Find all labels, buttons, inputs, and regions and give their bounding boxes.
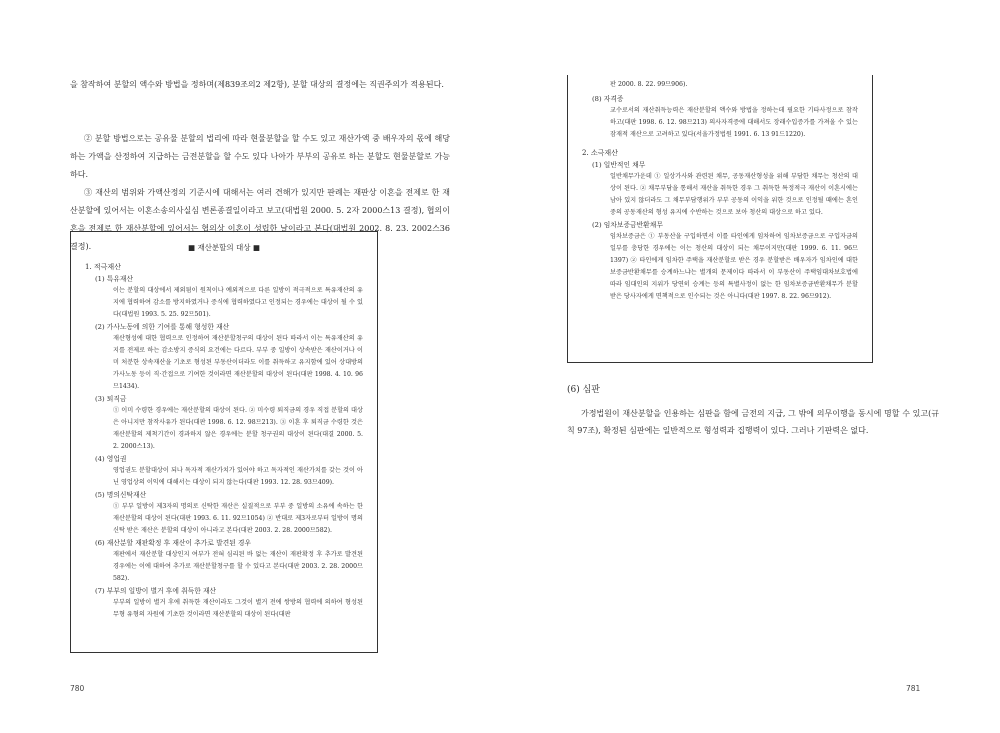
property-division-box [70,231,378,653]
box-item [592,159,858,219]
box-item [95,453,363,489]
box-item [592,93,858,141]
left-paragraph-1: 을 참작하여 분할의 액수와 방법을 정하며(제839조의2 제2항), 분할 대상의 결정에는 직권주의가 적용된다. [70,80,444,89]
section-heading-judgment: (6) 심판 [567,385,600,395]
page-number-right: 781 [906,684,921,693]
box-continuation-line: 판 2000. 8. 22. 99므906). [610,81,688,88]
item-body: 이는 분할의 대상에서 제외됨이 원칙이나 예외적으로 다른 일방이 적극적으로 특유재산의 유지에 협력하여 감소를 방지하였거나 증식에 협력하였다고 인정되는 경우에는 대상이 될 수 있다(대법원 1993. 5. 25. 92므501). [113,287,363,318]
item-title: (5) 명의신탁재산 [95,491,147,499]
item-title: (2) 가사노동에 의한 기여를 통해 형성한 재산 [95,323,230,331]
item-title: (1) 일반적인 채무 [592,161,646,169]
item-body: 교수로서의 재산취득능력은 재산분할의 액수와 방법을 정하는데 필요한 기타사정으로 참작하고(대판 1998. 6. 12. 98므213) 의사자격증에 대해서도 장래수입증가를 가져올 수 있는 잠재적 재산으로 고려하고 있다(서울가정법원 1991. 6. 13 91드1220). [610,107,858,138]
box-item [95,489,363,537]
left-paragraph-2: ② 분할 방법으로는 공유물 분할의 법리에 따라 현물분할을 할 수도 있고 재산가액 중 배우자의 몫에 해당하는 가액을 산정하여 지급하는 금전분할을 할 수도 있다 나아가 부부의 공유로 하는 분할도 현물분할로 가능하다. [70,134,450,179]
section-negative-assets: 2. 소극재산 [582,149,618,157]
item-title: (2) 임차보증금반환채무 [592,221,663,229]
item-title: (3) 퇴직금 [95,395,127,403]
section-positive-assets: 1. 적극재산 [85,263,121,271]
item-title: (1) 특유재산 [95,275,134,283]
item-body: 재판에서 재산분할 대상인지 여부가 전혀 심리된 바 없는 재산이 재판확정 후 추가로 발견된 경우에는 이에 대하여 추가로 재산분할청구를 할 수 있다고 본다(대판 2003. 2. 28. 2000므582). [113,551,363,582]
box-item [592,219,858,303]
box-item [95,393,363,453]
item-body: 부부의 일방이 별거 후에 취득한 재산이라도 그것이 별거 전에 쌍방의 협력에 의하여 형성된 무형 유형의 자원에 기초한 것이라면 재산분할의 대상이 된다(대판 [113,599,363,618]
item-body: 재산형성에 대한 협력으로 인정하여 재산분할청구의 대상이 된다 따라서 이는 특유재산의 유지를 전제로 하는 감소방지 증식의 요건에는 다르다. 부부 중 일방이 상속받은 재산이거나 이미 처분한 상속재산을 기초로 형성된 부동산이더라도 이를 취득하고 유지함에 있어 상대방의 가사노동 등이 직·간접으로 기여한 것이라면 재산분할의 대상이 된다(대판 1998. 4. 10. 96므1434). [113,335,363,390]
left-paragraph-3: ③ 재산의 범위와 가액산정의 기준시에 대해서는 여러 견해가 있지만 판례는 재판상 이혼을 전제로 한 재산분할에 있어서는 이혼소송의사실심 변론종결일이라고 보고(대법원 2000. 5. 2자 2000스13 결정), 협의이혼을 전제로 한 재산분할에 있어서는 협의상 이혼이 성립한 날이라고 본다(대법원 2002. 8. 23. 2002스36 결정). [70,188,450,251]
item-body: ① 부부 일방이 제3자의 명의로 신탁한 재산은 실질적으로 부부 중 일방의 소유에 속하는 한 재산분할의 대상이 된다(대판 1993. 6. 11. 92므1054) ② 반대로 제3자로부터 일방이 명의신탁 받은 재산은 분할의 대상이 아니라고 본다(대판 2003. 2. 28. 2000므582). [113,503,363,534]
page-number-left: 780 [70,684,85,693]
item-body: ① 이미 수령한 경우에는 재산분할의 대상이 된다. ② 미수령 퇴직금의 경우 직접 분할의 대상은 아니지만 참작사유가 된다(대판 1998. 6. 12. 98므213). ③ 이혼 후 퇴직금 수령한 것은 재산분할의 제척기간이 경과하지 않은 경우에는 분할 청구권의 대상이 된다(대결 2000. 5. 2. 2000스13). [113,407,363,450]
item-title: (6) 재산분할 재판확정 후 재산이 추가로 발견된 경우 [95,539,252,547]
box-item [95,273,363,321]
box-item [95,585,363,621]
right-paragraph: 가정법원이 재산분할을 인용하는 심판을 함에 금전의 지급, 그 밖에 의무이행을 동시에 명할 수 있고(규칙 97조), 확정된 심판에는 일반적으로 형성력과 집행력이 있다. 그러나 기판력은 없다. [567,409,939,435]
item-title: (8) 자격증 [592,95,624,103]
box-item [95,537,363,585]
item-title: (7) 부부의 일방이 별거 후에 취득한 재산 [95,587,217,595]
item-body: 영업권도 분할대상이 되나 독자적 재산가치가 있어야 하고 독자적인 재산가치를 갖는 것이 아닌 영업상의 이익에 대해서는 대상이 되지 않는다(대판 1993. 12. 28. 93므409). [113,467,363,486]
box-title: ■ 재산분할의 대상 ■ [187,243,261,252]
item-body: 일반채무가운데 ① 일상가사와 관련된 채무, 공동재산형성을 위해 부담한 채무는 청산의 대상이 된다. ② 채무부담을 통해서 재산을 취득한 경우 그 취득한 특정적극 재산이 이혼시에는 남아 있지 않더라도 그 채무부담행위가 부부 공동의 이익을 위한 것으로 인정될 때에는 혼인 중의 공동재산의 형성 유지에 수반하는 것으로 보아 청산의 대상으로 하고 있다. [610,173,858,216]
property-division-box-continued [567,75,873,363]
box-item [95,321,363,393]
item-body: 임차보증금은 ① 부동산을 구입하면서 이를 타인에게 임차하여 임차보증금으로 구입자금의 일부를 충당한 경우에는 이는 청산의 대상이 되는 채무이지만(대판 1999. 6. 11. 96므1397) ② 타인에게 임차한 주택을 재산분할로 받은 경우 분할받은 배우자가 임차인에 대한 보증금반환채무를 승계하느냐는 별개의 문제이다 따라서 이 부동산이 주택임대차보호법에 따라 임대인의 지위가 당연히 승계는 등의 특별사정이 없는 한 임차보증금반환채무가 분할 받은 당사자에게 면책적으로 인수되는 것은 아니다(대판 1997. 8. 22. 96므912). [610,233,858,300]
item-title: (4) 영업권 [95,455,127,463]
